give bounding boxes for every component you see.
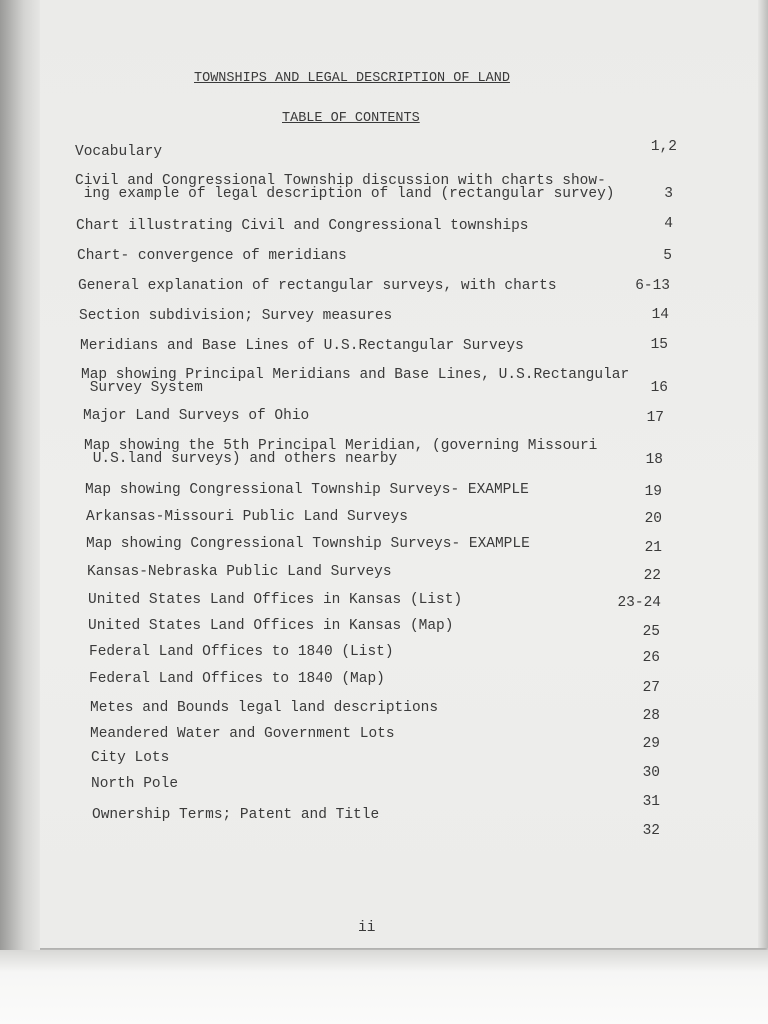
toc-entry-page: 3 <box>664 186 673 202</box>
toc-entry-title: Metes and Bounds legal land descriptions <box>90 700 439 716</box>
binding-edge <box>0 0 40 1024</box>
toc-entry-title: ing example of legal description of land (rectangular survey) <box>75 186 615 202</box>
toc-entry-page: 4 <box>664 216 673 232</box>
toc-entry-title: United States Land Offices in Kansas (Map) <box>88 618 454 634</box>
toc-entry-page: 17 <box>646 410 664 426</box>
toc-entry-title: Federal Land Offices to 1840 (Map) <box>89 671 385 687</box>
toc-entry-page: 31 <box>642 794 660 810</box>
toc-entry-title: General explanation of rectangular surveys, with charts <box>78 278 557 294</box>
toc-entry-title: Map showing Principal Meridians and Base Lines, U.S.Rectangular <box>81 367 630 383</box>
toc-entry-title: Section subdivision; Survey measures <box>79 308 393 324</box>
toc-entry-page: 28 <box>642 708 660 724</box>
toc-heading: TABLE OF CONTENTS <box>282 111 420 126</box>
toc-entry-title: Kansas-Nebraska Public Land Surveys <box>87 564 392 580</box>
toc-entry-page: 19 <box>644 484 662 500</box>
toc-entry-page: 18 <box>645 452 663 468</box>
toc-entry-title: Chart- convergence of meridians <box>77 248 347 264</box>
toc-entry-page: 26 <box>642 650 660 666</box>
toc-entry-title: Arkansas-Missouri Public Land Surveys <box>86 509 408 525</box>
toc-entry-page: 21 <box>644 540 662 556</box>
toc-entry-title: Federal Land Offices to 1840 (List) <box>89 644 394 660</box>
toc-entry-page: 6-13 <box>635 278 670 294</box>
toc-entry-title: Survey System <box>81 380 203 396</box>
toc-entry-title: Meandered Water and Government Lots <box>90 726 395 742</box>
toc-entry-page: 32 <box>642 823 660 839</box>
toc-entry-title: Chart illustrating Civil and Congressional townships <box>76 218 529 234</box>
toc-entry-page: 22 <box>643 568 661 584</box>
toc-entry-page: 23-24 <box>617 595 661 611</box>
toc-entry-page: 20 <box>644 511 662 527</box>
toc-entry-title: U.S.land surveys) and others nearby <box>84 451 398 467</box>
toc-entry-title: Civil and Congressional Township discussion with charts show- <box>75 173 606 189</box>
toc-entry-page: 16 <box>650 380 668 396</box>
toc-entry-page: 29 <box>642 736 660 752</box>
toc-entry-page: 1,2 <box>650 139 677 155</box>
toc-entry-title: Vocabulary <box>75 144 163 160</box>
page-edge <box>758 0 768 948</box>
toc-entry-title: North Pole <box>91 776 179 792</box>
toc-entry-title: Major Land Surveys of Ohio <box>83 408 310 424</box>
toc-entry-title: Map showing the 5th Principal Meridian, (governing Missouri <box>84 438 598 454</box>
toc-entry-title: City Lots <box>91 750 170 766</box>
table-surface <box>0 950 768 1024</box>
toc-entry-title: Map showing Congressional Township Surveys- EXAMPLE <box>86 536 530 552</box>
document-title: TOWNSHIPS AND LEGAL DESCRIPTION OF LAND <box>194 71 510 86</box>
toc-entry-page: 15 <box>650 337 668 353</box>
toc-entry-page: 25 <box>642 624 660 640</box>
toc-entry-page: 30 <box>642 765 660 781</box>
toc-entry-title: Map showing Congressional Township Surveys- EXAMPLE <box>85 482 529 498</box>
toc-entry-page: 14 <box>651 307 669 323</box>
toc-entry-page: 27 <box>642 680 660 696</box>
toc-entry-title: United States Land Offices in Kansas (List) <box>88 592 463 608</box>
toc-entry-title: Meridians and Base Lines of U.S.Rectangular Surveys <box>80 338 524 354</box>
toc-entry-page: 5 <box>663 248 672 264</box>
toc-entry-title: Ownership Terms; Patent and Title <box>92 807 380 823</box>
page-number: ii <box>358 920 376 936</box>
